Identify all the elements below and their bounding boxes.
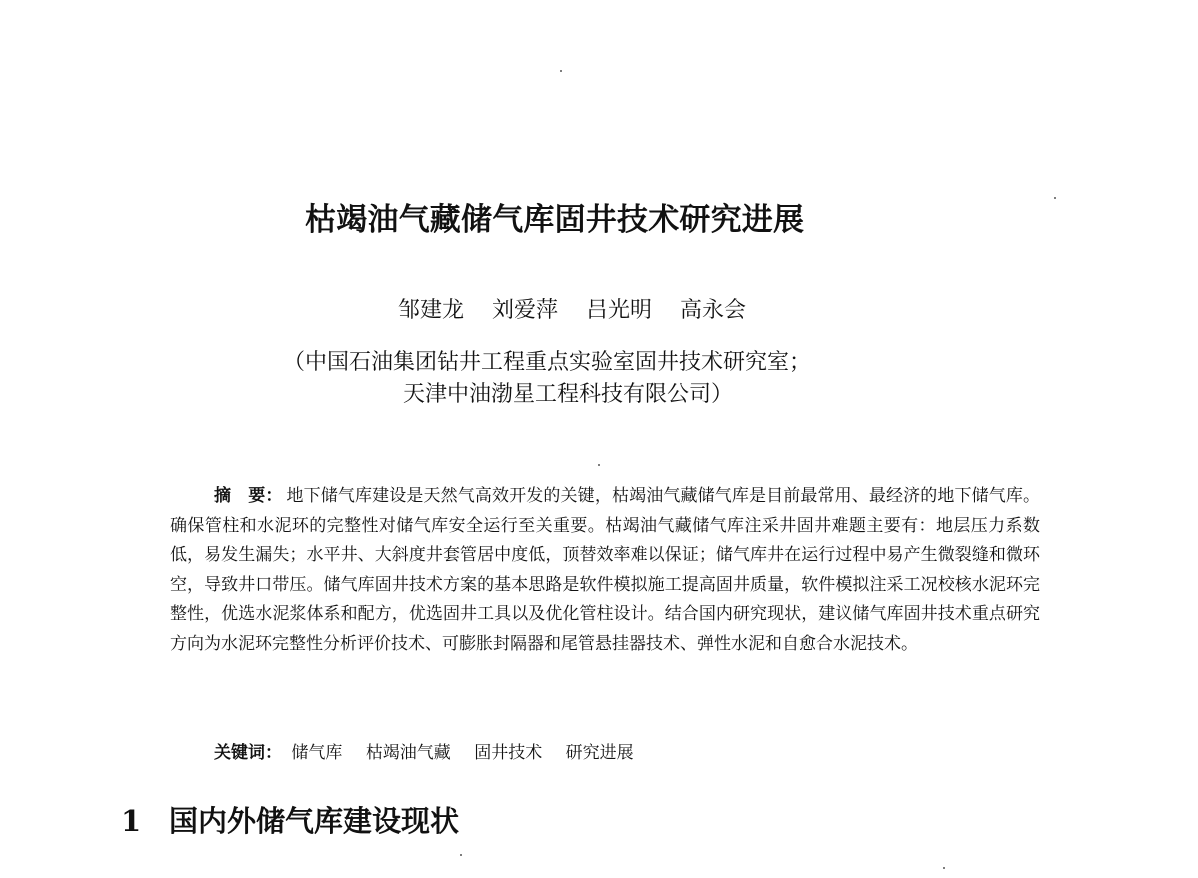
scan-speck (460, 854, 462, 856)
affiliation-line: 天津中油渤星工程科技有限公司） (403, 382, 734, 407)
paper-title: 枯竭油气藏储气库固井技术研究进展 (305, 202, 805, 238)
abstract (170, 482, 1040, 659)
scan-speck (943, 867, 945, 869)
keywords (214, 739, 652, 768)
affiliation (283, 347, 943, 411)
author-name: 邹建龙 (398, 298, 465, 323)
abstract-text: 地下储气库建设是天然气高效开发的关键，枯竭油气藏储气库是目前最常用、最经济的地下储气库。确保管柱和水泥环的完整性对储气库安全运行至关重要。枯竭油气藏储气库注采井固井难题主要有：地层压力系数低，易发生漏失；水平井、大斜度井套管居中度低，顶替效率难以保证；储气库井在运行过程中易产生微裂缝和微环空，导致井口带压。储气库固井技术方案的基本思路是软件模拟施工提高固井质量，软件模拟注采工况校核水泥环完整性，优选水泥浆体系和配方，优选固井工具以及优化管柱设计。结合国内研究现状，建议储气库固井技术重点研究方向为水泥环完整性分析评价技术、可膨胀封隔器和尾管悬挂器技术、弹性水泥和自愈合水泥技术。 (170, 486, 1041, 654)
author-name: 吕光明 (586, 298, 653, 323)
section-heading (121, 801, 459, 841)
keyword: 固井技术 (474, 743, 543, 763)
section-number: 1 (121, 804, 142, 838)
keyword: 枯竭油气藏 (365, 743, 451, 763)
scan-speck (560, 70, 562, 72)
abstract-label: 摘 要： (214, 486, 283, 506)
keyword: 储气库 (291, 743, 343, 763)
affiliation-line: （中国石油集团钻井工程重点实验室固井技术研究室； (283, 350, 812, 375)
author-list (398, 296, 746, 326)
keyword: 研究进展 (565, 743, 634, 763)
keywords-label: 关键词： (214, 743, 282, 763)
scan-speck (1054, 197, 1056, 199)
section-title: 国内外储气库建设现状 (169, 804, 460, 838)
scan-speck (598, 464, 600, 466)
author-name: 高永会 (680, 298, 747, 323)
author-name: 刘爱萍 (492, 298, 559, 323)
